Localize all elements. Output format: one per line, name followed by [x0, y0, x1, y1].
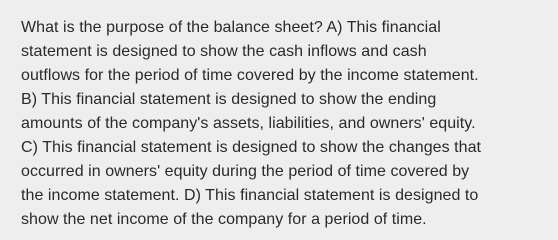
question-line: the income statement. D) This financial statement is designed to — [21, 187, 479, 204]
question-text — [21, 16, 551, 232]
question-line: show the net income of the company for a period of time. — [21, 211, 427, 228]
question-line: amounts of the company's assets, liabilities, and owners' equity. — [21, 115, 476, 132]
question-line: C) This financial statement is designed to show the changes that — [21, 139, 482, 156]
question-line: outflows for the period of time covered by the income statement. — [21, 67, 479, 84]
question-line: What is the purpose of the balance sheet? A) This financial — [21, 19, 441, 36]
question-line: statement is designed to show the cash inflows and cash — [21, 43, 427, 60]
question-line: occurred in owners' equity during the period of time covered by — [21, 163, 470, 180]
question-line: B) This financial statement is designed to show the ending — [21, 91, 437, 108]
